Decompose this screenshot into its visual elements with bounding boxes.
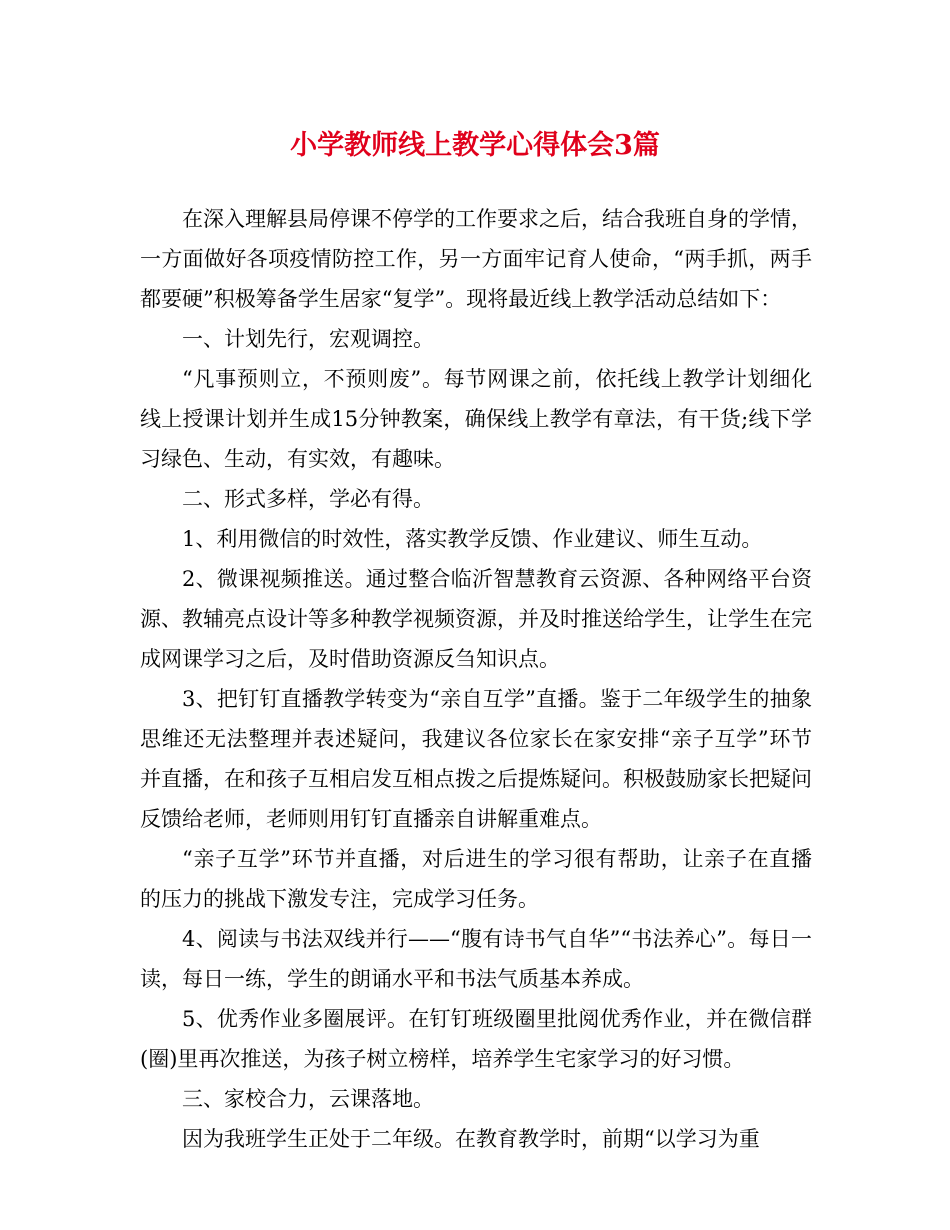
paragraph: 2、微课视频推送。通过整合临沂智慧教育云资源、各种网络平台资源、教辅亮点设计等多种教学视频资源，并及时推送给学生，让学生在完成网课学习之后，及时借助资源反刍知识点。 xyxy=(140,567,812,671)
paragraph: “亲子互学”环节并直播，对后进生的学习很有帮助，让亲子在直播的压力的挑战下激发专注，完成学习任务。 xyxy=(140,847,812,911)
paragraph: “凡事预则立，不预则废”。每节网课之前，依托线上教学计划细化线上授课计划并生成15分钟教案，确保线上教学有章法，有干货;线下学习绿色、生动，有实效，有趣味。 xyxy=(140,367,812,471)
paragraph: 3、把钉钉直播教学转变为“亲自互学”直播。鉴于二年级学生的抽象思维还无法整理并表述疑问，我建议各位家长在家安排“亲子互学”环节并直播，在和孩子互相启发互相点拨之后提炼疑问。积极鼓励家长把疑问反馈给老师，老师则用钉钉直播亲自讲解重难点。 xyxy=(140,687,812,831)
section-heading: 一、计划先行，宏观调控。 xyxy=(182,327,434,351)
section-heading: 三、家校合力，云课落地。 xyxy=(182,1087,434,1111)
paragraph: 4、阅读与书法双线并行——“腹有诗书气自华”“书法养心”。每日一读，每日一练，学生的朗诵水平和书法气质基本养成。 xyxy=(140,927,812,991)
paragraph: 因为我班学生正处于二年级。在教育教学时，前期“以学习为重 xyxy=(182,1127,760,1151)
document-body xyxy=(140,199,812,1159)
paragraph: 1、利用微信的时效性，落实教学反馈、作业建议、师生互动。 xyxy=(182,527,763,551)
document-title: 小学教师线上教学心得体会3篇 xyxy=(290,130,660,161)
section-heading: 二、形式多样，学必有得。 xyxy=(182,487,434,511)
paragraph: 在深入理解县局停课不停学的工作要求之后，结合我班自身的学情，一方面做好各项疫情防控工作，另一方面牢记育人使命，“两手抓，两手都要硬”积极筹备学生居家“复学”。现将最近线上教学活动总结如下： xyxy=(140,207,812,311)
paragraph: 5、优秀作业多圈展评。在钉钉班级圈里批阅优秀作业，并在微信群(圈)里再次推送，为孩子树立榜样，培养学生宅家学习的好习惯。 xyxy=(140,1007,812,1071)
